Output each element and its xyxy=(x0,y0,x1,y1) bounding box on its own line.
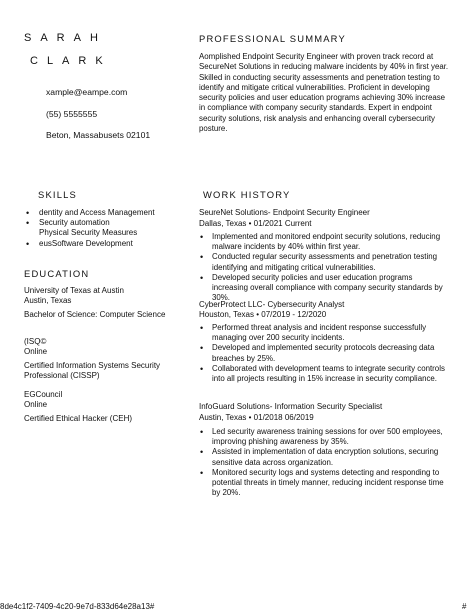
job-title: CyberProtect LLC- Cybersecurity Analyst xyxy=(199,300,345,309)
skill-item: • dentity and Access Management xyxy=(26,208,186,218)
contact-phone: (55) 5555555 xyxy=(46,109,98,119)
contact-email: xample@eampe.com xyxy=(46,87,128,97)
education-ceh: Certified Ethical Hacker (CEH) xyxy=(24,414,133,423)
education-ec-council xyxy=(24,390,174,410)
job-bullets xyxy=(199,323,449,384)
job-bullet: • Monitored security logs and systems detecting and responding to potential threats in timely manner, reducing incident response time by 20%. xyxy=(199,468,449,499)
education-line: Austin, Texas xyxy=(24,296,72,306)
job-bullet: • Collaborated with development teams to integrate security controls into all projects resulting in 15% increase in security compliance. xyxy=(199,364,449,384)
education-heading: EDUCATION xyxy=(24,268,90,279)
summary-text: Aomplished Endpoint Security Engineer with proven track record at SecureNet Solutions in reducing malware incidents by 40% in first year. Skilled in conducting security assessments and penetration testing to identify and mitigate critical vulnerabilities. Proficient in developing security policies and user education programs achieving 30% increase in compliance with company security standards. Expert in endpoint security solutions, risk analysis and enhancing overall cybersecurity posture. xyxy=(199,52,449,134)
job-meta: Houston, Texas • 07/2019 - 12/2020 xyxy=(199,310,327,319)
job-title: SeureNet Solutions- Endpoint Security Engineer xyxy=(199,208,370,217)
job-bullet: • Developed and implemented security protocols decreasing data breaches by 25%. xyxy=(199,343,449,363)
education-line: Online xyxy=(24,400,48,410)
job-meta: Dallas, Texas • 01/2021 Current xyxy=(199,219,312,228)
education-line: (ISQ© xyxy=(24,337,47,346)
skill-item: • eusSoftware Development xyxy=(26,239,186,249)
education-degree: Bachelor of Science: Computer Science xyxy=(24,310,166,319)
job-bullets xyxy=(199,427,449,498)
document-id: 8de4c1f2-7409-4c20-9e7d-833d64e28a13# xyxy=(0,602,155,611)
first-name: SARAH xyxy=(24,32,107,44)
education-line: University of Texas at Austin xyxy=(24,286,124,295)
job-bullet: • Developed security policies and user education programs increasing overall compliance with company security standards by 30%. xyxy=(199,273,449,304)
skills-list xyxy=(26,208,186,249)
education-line: EGCouncil xyxy=(24,390,63,399)
skill-item: • Security automation Physical Security Measures xyxy=(26,218,186,238)
education-line: Online xyxy=(24,347,48,357)
work-heading: WORK HISTORY xyxy=(203,189,291,200)
job-bullet: • Performed threat analysis and incident response successfully managing over 200 security incidents. xyxy=(199,323,449,343)
job-title: InfoGuard Solutions- Information Security Specialist xyxy=(199,402,383,411)
job-bullets xyxy=(199,232,449,303)
education-cissp: Certified Information Systems Security Professional (CISSP) xyxy=(24,361,161,381)
education-isc2 xyxy=(24,337,174,357)
education-school xyxy=(24,286,174,306)
job-bullet: • Implemented and monitored endpoint security solutions, reducing malware incidents by 40% within first year. xyxy=(199,232,449,252)
skills-heading: SKILLS xyxy=(38,189,77,200)
summary-heading: PROFESSIONAL SUMMARY xyxy=(199,33,346,44)
last-name: CLARK xyxy=(30,55,112,67)
job-bullet: • Led security awareness training sessions for over 500 employees, improving phishing awareness by 35%. xyxy=(199,427,449,447)
contact-address: Beton, Massabusets 02101 xyxy=(46,130,151,140)
job-meta: Austin, Texas • 01/2018 06/2019 xyxy=(199,413,314,422)
job-bullet: • Conducted regular security assessments and penetration testing identifying and mitigating critical vulnerabilities. xyxy=(199,252,449,272)
footer-mark: # xyxy=(462,602,467,611)
job-bullet: • Assisted in implementation of data encryption solutions, securing sensitive data across organization. xyxy=(199,447,449,467)
